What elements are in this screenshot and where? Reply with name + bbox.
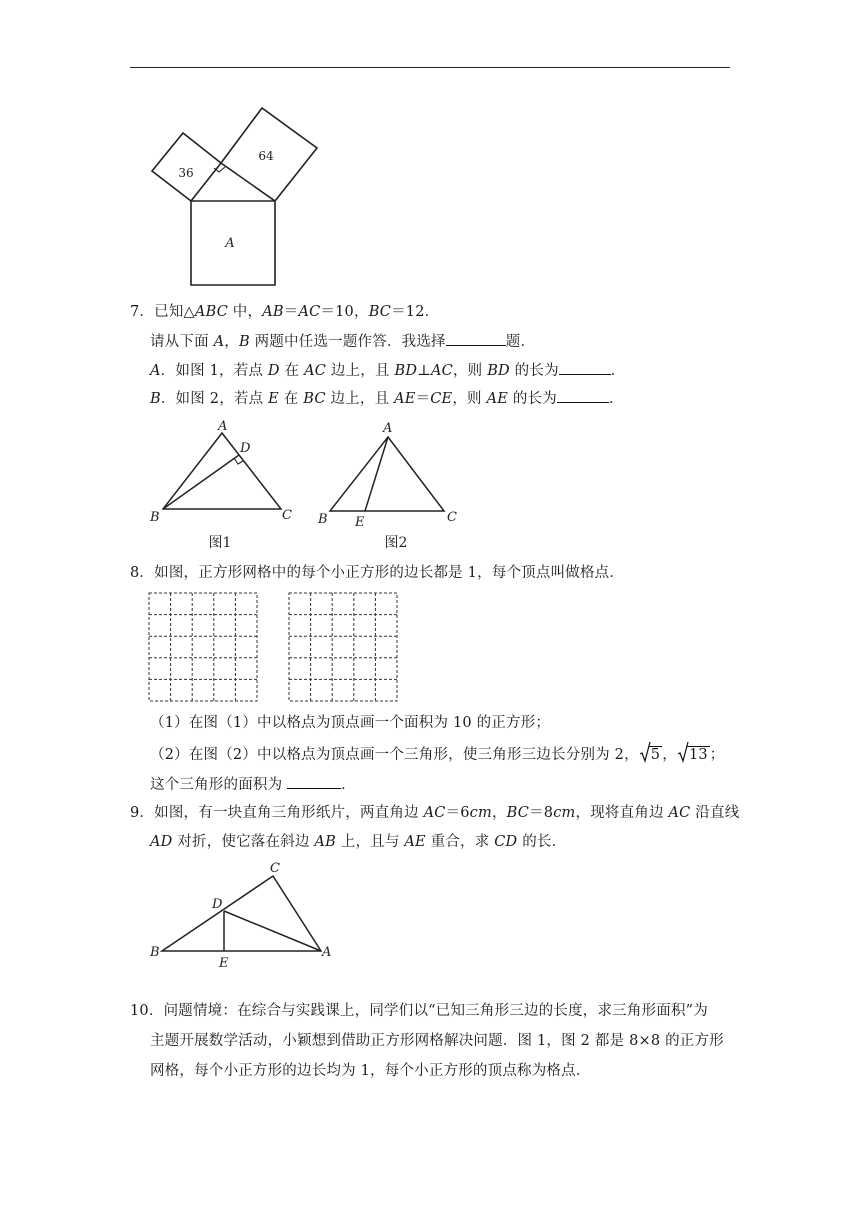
label-c: C <box>282 508 292 523</box>
caption-fig1: 图1 <box>208 535 232 551</box>
label-a: A <box>218 419 228 434</box>
header-rule <box>130 67 730 68</box>
q8-grid-2 <box>288 592 400 704</box>
triangle-abc <box>330 437 444 511</box>
label-d: D <box>240 441 251 456</box>
label-b: B <box>150 510 160 525</box>
q7-figure-1 <box>145 415 305 555</box>
segment-bd <box>163 455 239 509</box>
triangle-abc <box>163 433 281 509</box>
q9-figure <box>145 858 345 973</box>
label-e: E <box>355 515 365 530</box>
label-d: D <box>212 897 223 912</box>
q7-option-a: A．如图 1，若点 D 在 AC 边上，且 BD⊥AC，则 BD 的长为 ． <box>150 360 626 381</box>
segment-ad <box>224 911 321 951</box>
label-a: A <box>322 945 332 960</box>
square-36-label: 36 <box>178 166 194 180</box>
triangle-abc <box>162 876 321 951</box>
label-c: C <box>270 861 280 876</box>
q7-bd-blank[interactable] <box>559 360 611 375</box>
q9-line2: AD 对折，使它落在斜边 AB 上，且与 AE 重合，求 CD 的长． <box>150 834 567 850</box>
q7-figure-2 <box>310 415 470 555</box>
q8-part2: （2）在图（2）中以格点为顶点画一个三角形，使三角形三边长分别为 2， 5 ， 13 ； <box>150 745 725 765</box>
square-a-label: A <box>225 236 235 251</box>
pythagoras-squares-figure <box>148 105 318 290</box>
q10-line2: 主题开展数学活动，小颖想到借助正方形网格解决问题．图 1，图 2 都是 8×8 的正方形 <box>150 1033 724 1049</box>
q10-line1: 10．问题情境：在综合与实践课上，同学们以“已知三角形三边的长度，求三角形面积”为 <box>130 1003 708 1019</box>
label-a: A <box>383 421 393 436</box>
caption-fig2: 图2 <box>384 535 408 551</box>
right-angle-mark <box>214 167 225 172</box>
q8-part3: 这个三角形的面积为 ． <box>150 774 356 795</box>
q7-option-b: B．如图 2，若点 E 在 BC 边上，且 AE＝CE，则 AE 的长为 ． <box>150 388 624 409</box>
label-b: B <box>318 512 328 527</box>
label-c: C <box>447 510 457 525</box>
sqrt-13: 13 <box>678 745 710 765</box>
label-b: B <box>150 945 160 960</box>
segment-ae <box>365 437 388 511</box>
q10-line3: 网格，每个小正方形的边长均为 1，每个小正方形的顶点称为格点． <box>150 1063 591 1079</box>
q8-part1: （1）在图（1）中以格点为顶点画一个面积为 10 的正方形； <box>150 715 551 731</box>
label-e: E <box>219 956 229 971</box>
q8-grid-1 <box>148 592 260 704</box>
q7-ae-blank[interactable] <box>557 388 609 403</box>
square-64-label: 64 <box>258 149 274 163</box>
q9-line1: 9．如图，有一块直角三角形纸片，两直角边 AC＝6cm，BC＝8cm，现将直角边 AC 沿直线 <box>130 805 740 821</box>
q8-area-blank[interactable] <box>287 774 341 789</box>
q7-line2: 请从下面 A，B 两题中任选一题作答．我选择 题． <box>150 331 535 352</box>
q8-intro: 8．如图，正方形网格中的每个小正方形的边长都是 1，每个顶点叫做格点． <box>130 565 625 581</box>
q7-choice-blank[interactable] <box>446 331 506 346</box>
sqrt-5: 5 <box>640 745 662 765</box>
q7-line1: 7．已知△ABC 中，AB＝AC＝10，BC＝12． <box>130 304 440 320</box>
